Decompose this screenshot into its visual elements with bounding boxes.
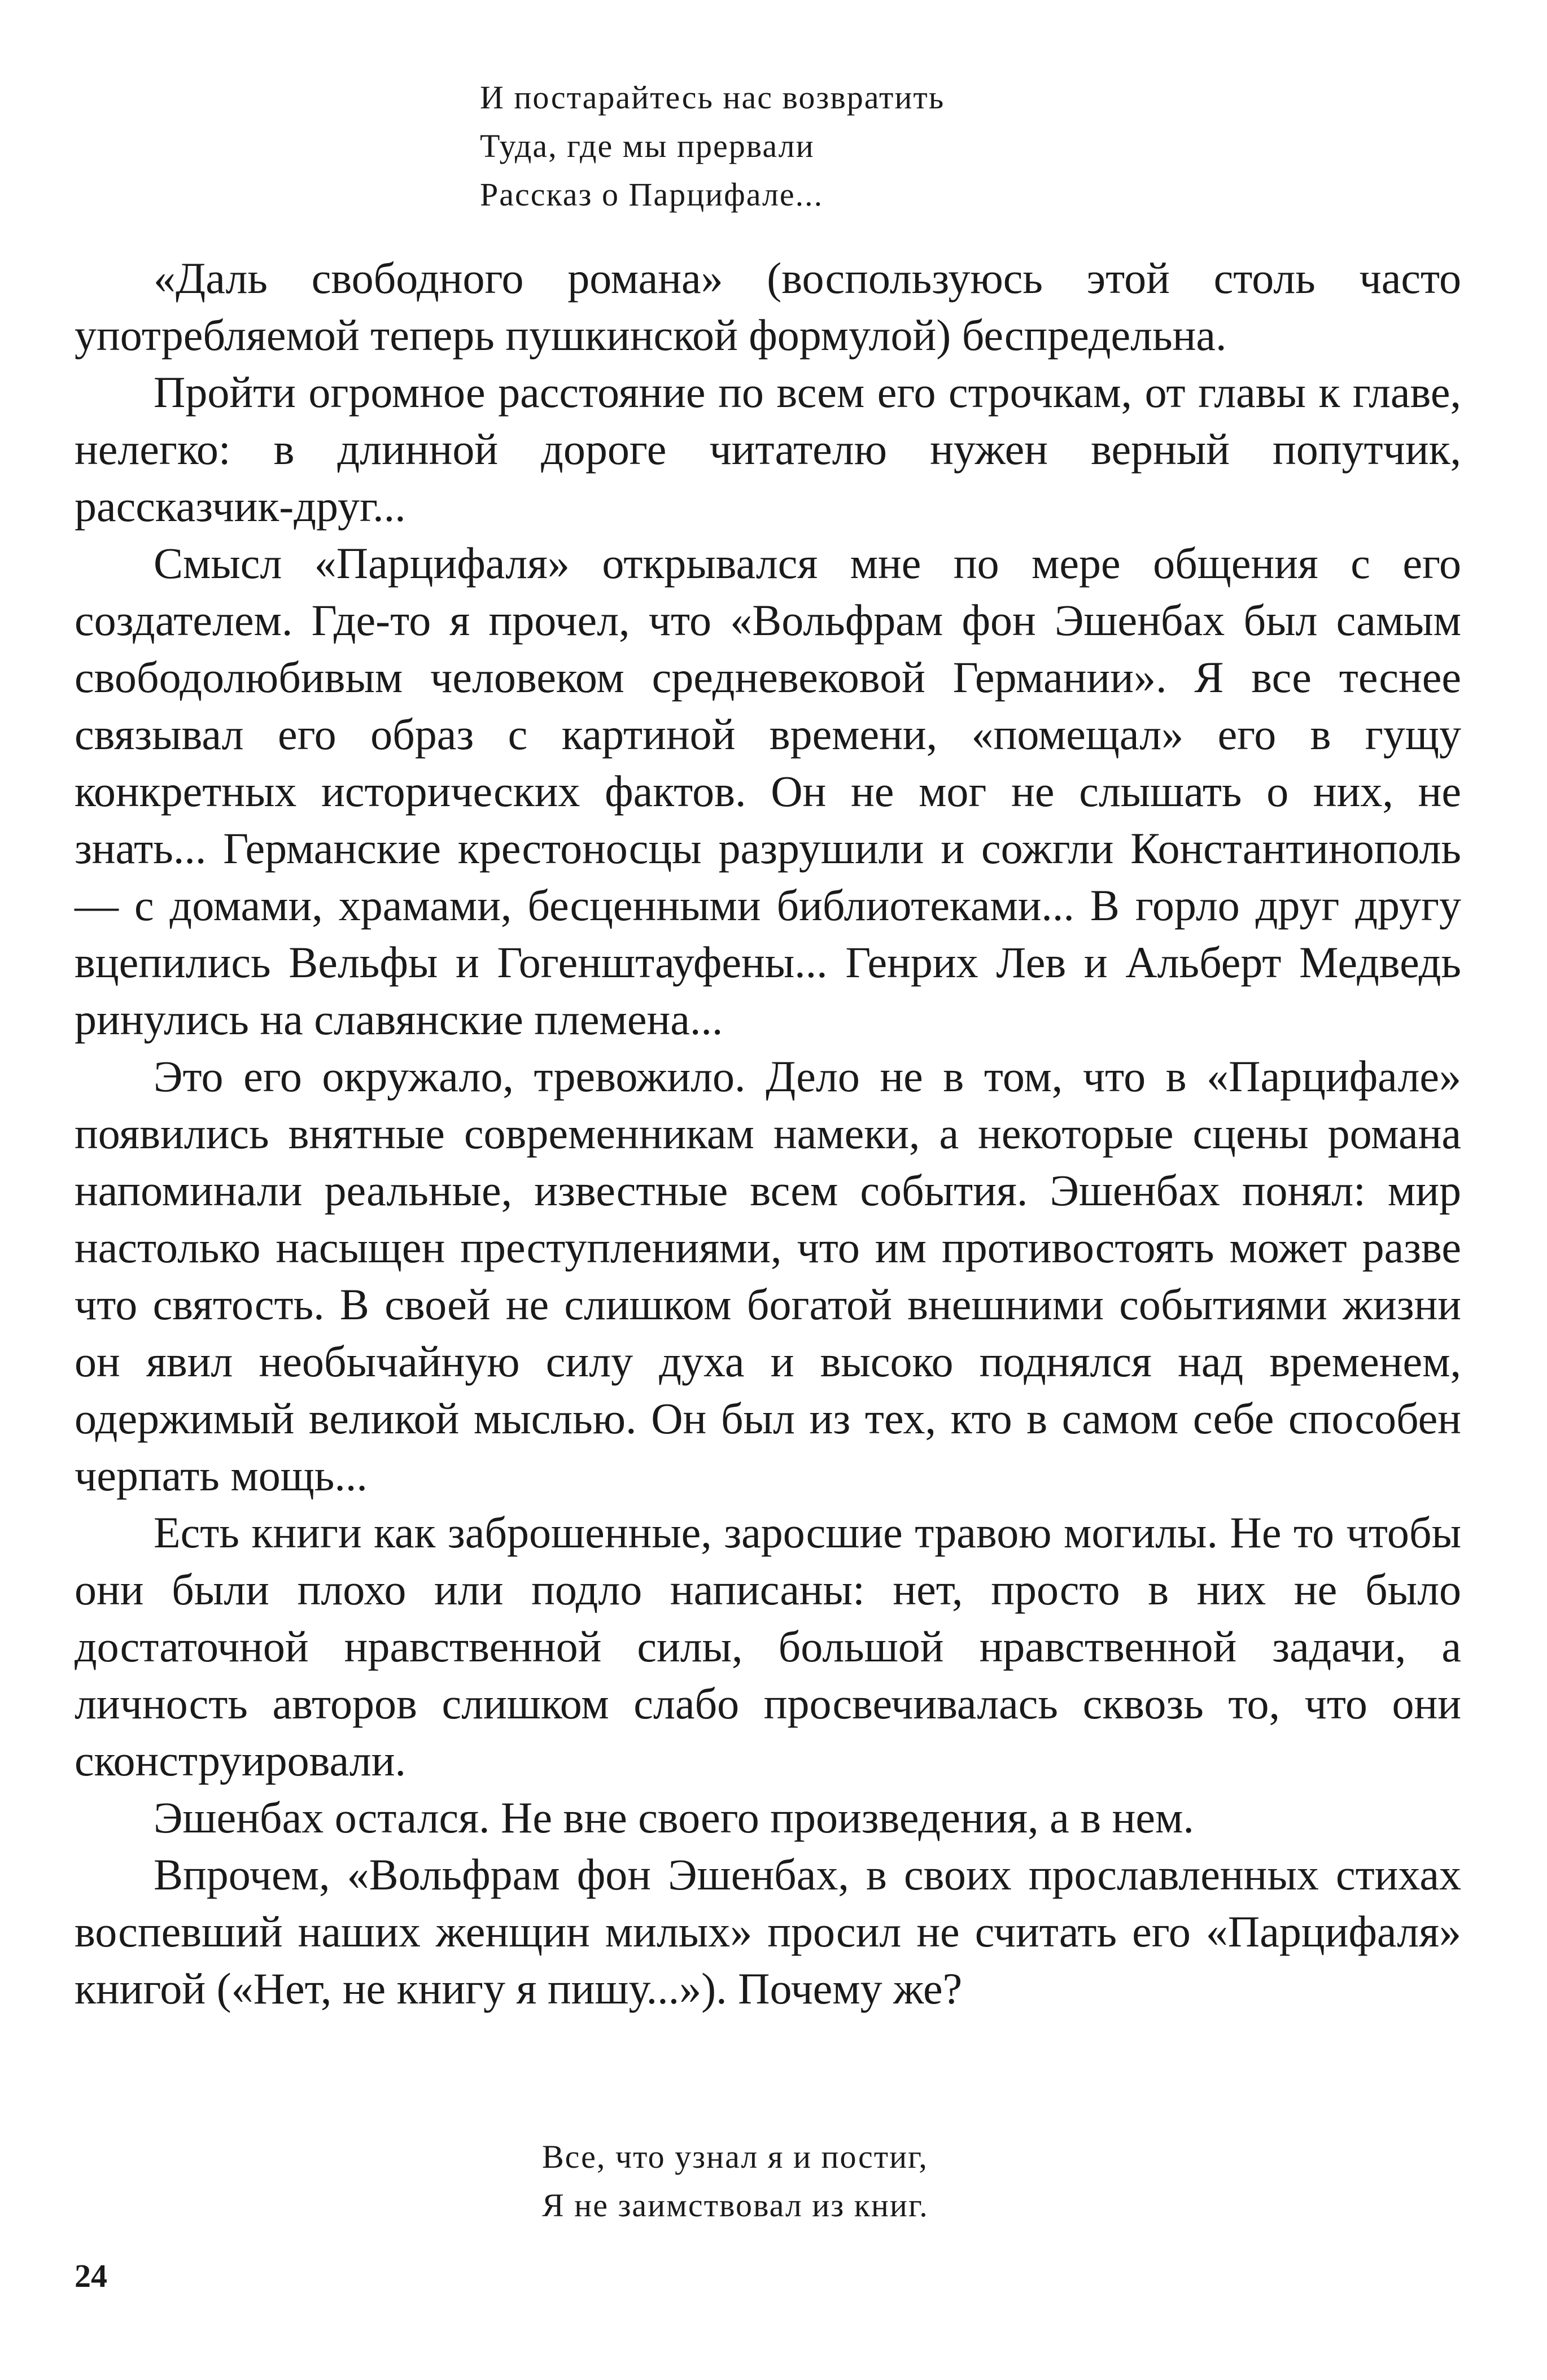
paragraph: Пройти огромное расстояние по всем его строчкам, от главы к главе, нелегко: в длинной дороге читателю нужен верный попутчик, рассказчик-друг...	[75, 368, 1461, 531]
epigraph-line: Туда, где мы прервали	[480, 128, 815, 164]
paragraph: «Даль свободного романа» (воспользуюсь этой столь часто употребляемой теперь пушкинской формулой) беспредельна.	[75, 253, 1461, 360]
paragraph: Впрочем, «Вольфрам фон Эшенбах, в своих прославленных стихах воспевший наших женщин милых» просил не считать его «Парцифаля» книгой («Нет, не книгу я пишу...»). Почему же?	[75, 1850, 1461, 2013]
page-number: 24	[75, 2258, 107, 2294]
epigraph-line: Все, что узнал я и постиг,	[542, 2138, 928, 2175]
epigraph-line: И постарайтесь нас возвратить	[480, 79, 945, 116]
epigraph-line: Я не заимствовал из книг.	[542, 2187, 929, 2224]
paragraph: Это его окружало, тревожило. Дело не в том, что в «Парцифале» появились внятные современникам намеки, а некоторые сцены романа напоминали реальные, известные всем события. Эшенбах понял: мир настолько насыщен преступлениями, что им противостоять может разве что святость. В своей не слишком богатой внешними событиями жизни он явил необычайную силу духа и высоко поднялся над временем, одержимый великой мыслью. Он был из тех, кто в самом себе способен черпать мощь...	[75, 1052, 1461, 1500]
main-text	[75, 250, 1461, 2017]
epigraph-line: Рассказ о Парцифале...	[480, 176, 824, 213]
paragraph: Есть книги как заброшенные, заросшие травою могилы. Не то чтобы они были плохо или подло написаны: нет, просто в них не было достаточной нравственной силы, большой нравственной задачи, а личность авторов слишком слабо просвечивалась сквозь то, что они сконструировали.	[75, 1508, 1461, 1785]
epigraph-bottom	[542, 2133, 929, 2230]
paragraph: Эшенбах остался. Не вне своего произведения, а в нем.	[154, 1793, 1194, 1842]
paragraph: Смысл «Парцифаля» открывался мне по мере общения с его создателем. Где-то я прочел, что «Вольфрам фон Эшенбах был самым свободолюбивым человеком средневековой Германии». Я все теснее связывал его образ с картиной времени, «помещал» его в гущу конкретных исторических фактов. Он не мог не слышать о них, не знать... Германские крестоносцы разрушили и сожгли Константинополь — с домами, храмами, бесценными библиотеками... В горло друг другу вцепились Вельфы и Гогенштауфены... Генрих Лев и Альберт Медведь ринулись на славянские племена...	[75, 539, 1461, 1044]
epigraph-top	[480, 73, 945, 219]
